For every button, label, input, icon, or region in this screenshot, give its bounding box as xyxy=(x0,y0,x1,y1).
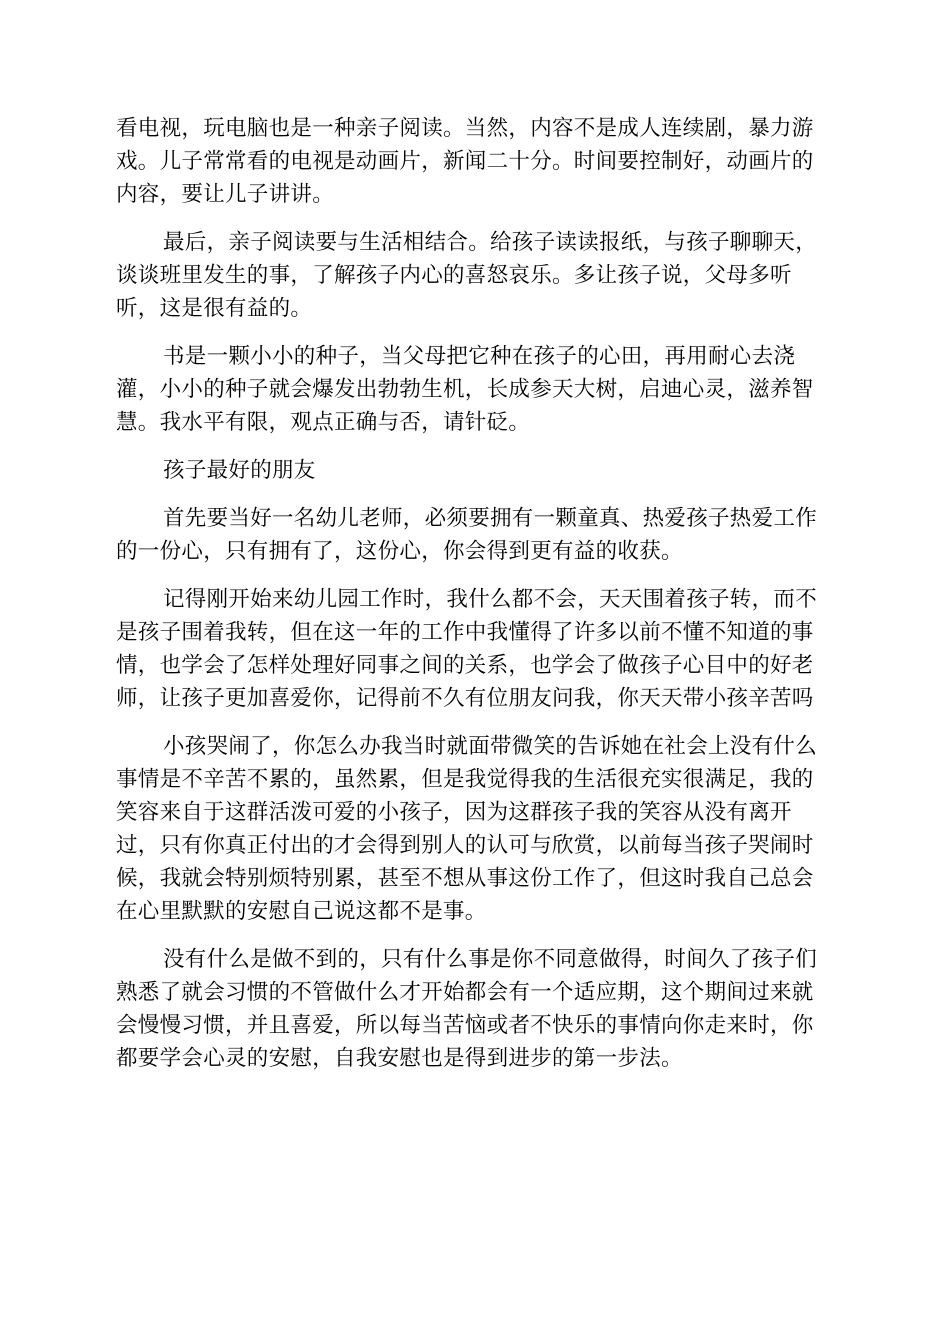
paragraph-line: 记得刚开始来幼儿园工作时，我什么都不会，天天围着孩子转，而不 xyxy=(163,587,818,612)
paragraph-line: 的一份心，只有拥有了，这份心，你会得到更有益的收获。 xyxy=(116,539,683,564)
paragraph-line: 小孩哭闹了，你怎么办我当时就面带微笑的告诉她在社会上没有什么 xyxy=(163,734,818,759)
paragraph-line: 会慢慢习惯，并且喜爱，所以每当苦恼或者不快乐的事情向你走来时，你 xyxy=(116,1013,814,1038)
paragraph-line: 事情是不辛苦不累的，虽然累，但是我觉得我的生活很充实很满足，我的 xyxy=(116,767,814,792)
paragraph-line: 没有什么是做不到的，只有什么事是你不同意做得，时间久了孩子们 xyxy=(163,947,818,972)
paragraph-line: 熟悉了就会习惯的不管做什么才开始都会有一个适应期，这个期间过来就 xyxy=(116,980,814,1005)
paragraph-line: 在心里默默的安慰自己说这都不是事。 xyxy=(116,899,487,924)
document-page xyxy=(116,112,834,1090)
paragraph-line: 最后，亲子阅读要与生活相结合。给孩子读读报纸，与孩子聊聊天， xyxy=(163,230,818,255)
paragraph-line: 笑容来自于这群活泼可爱的小孩子，因为这群孩子我的笑容从没有离开 xyxy=(116,800,792,825)
paragraph-line: 过，只有你真正付出的才会得到别人的认可与欣赏，以前每当孩子哭闹时 xyxy=(116,833,814,858)
document-paragraph xyxy=(116,583,834,715)
paragraph-line: 听，这是很有益的。 xyxy=(116,296,313,321)
document-paragraph xyxy=(116,340,834,439)
paragraph-line: 都要学会心灵的安慰，自我安慰也是得到进步的第一步法。 xyxy=(116,1046,683,1071)
document-paragraph xyxy=(116,502,834,568)
paragraph-line: 师，让孩子更加喜爱你，记得前不久有位朋友问我，你天天带小孩辛苦吗 xyxy=(116,686,814,711)
document-paragraph xyxy=(116,730,834,928)
document-paragraph xyxy=(116,112,834,211)
document-paragraph xyxy=(116,454,834,487)
paragraph-line: 孩子最好的朋友 xyxy=(163,458,316,483)
paragraph-line: 首先要当好一名幼儿老师，必须要拥有一颗童真、热爱孩子热爱工作 xyxy=(163,506,818,531)
paragraph-line: 灌，小小的种子就会爆发出勃勃生机，长成参天大树，启迪心灵，滋养智 xyxy=(116,377,814,402)
paragraph-line: 书是一颗小小的种子，当父母把它种在孩子的心田，再用耐心去浇 xyxy=(163,344,796,369)
paragraph-line: 谈谈班里发生的事，了解孩子内心的喜怒哀乐。多让孩子说，父母多听 xyxy=(116,263,792,288)
document-paragraph xyxy=(116,226,834,325)
paragraph-line: 戏。儿子常常看的电视是动画片，新闻二十分。时间要控制好，动画片的 xyxy=(116,149,814,174)
paragraph-line: 慧。我水平有限，观点正确与否，请针砭。 xyxy=(116,410,531,435)
paragraph-line: 情，也学会了怎样处理好同事之间的关系，也学会了做孩子心目中的好老 xyxy=(116,653,814,678)
paragraph-line: 是孩子围着我转，但在这一年的工作中我懂得了许多以前不懂不知道的事 xyxy=(116,620,814,645)
document-paragraph xyxy=(116,943,834,1075)
paragraph-line: 候，我就会特别烦特别累，甚至不想从事这份工作了，但这时我自己总会 xyxy=(116,866,814,891)
paragraph-line: 内容，要让儿子讲讲。 xyxy=(116,182,335,207)
paragraph-line: 看电视，玩电脑也是一种亲子阅读。当然，内容不是成人连续剧，暴力游 xyxy=(116,116,814,141)
